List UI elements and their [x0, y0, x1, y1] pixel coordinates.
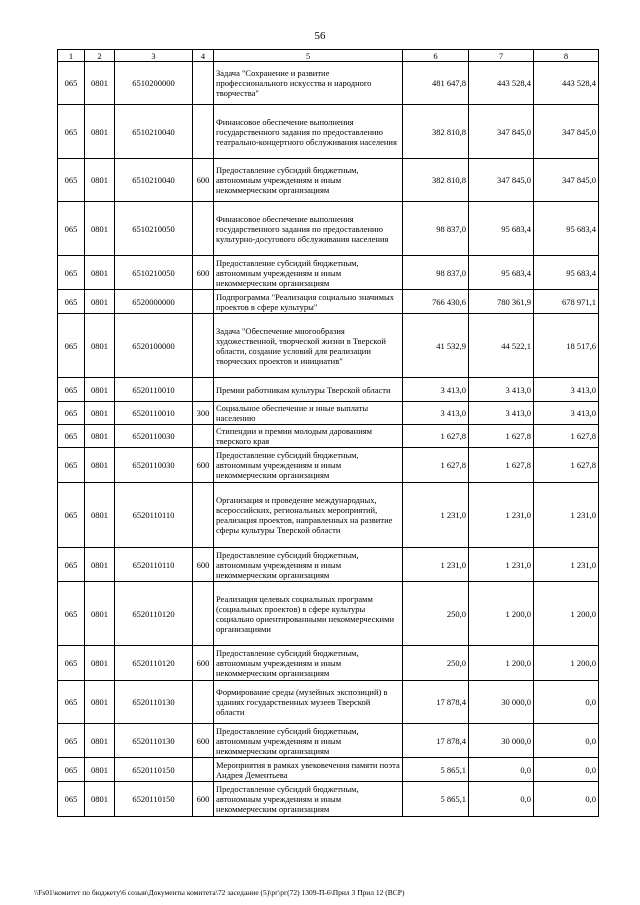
expense-type-cell [193, 105, 214, 159]
target-article-cell: 6520110150 [115, 782, 193, 817]
amount-year3-cell: 0,0 [534, 681, 599, 724]
target-article-cell: 6520110110 [115, 548, 193, 582]
amount-year2-cell: 3 413,0 [469, 402, 534, 425]
amount-year1-cell: 41 532,9 [403, 314, 469, 378]
amount-year2-cell: 1 200,0 [469, 582, 534, 646]
section-code-cell: 0801 [85, 378, 115, 402]
amount-year1-cell: 1 231,0 [403, 548, 469, 582]
amount-year3-cell: 3 413,0 [534, 378, 599, 402]
target-article-cell: 6510210050 [115, 202, 193, 256]
amount-year1-cell: 766 430,6 [403, 290, 469, 314]
amount-year3-cell: 95 683,4 [534, 202, 599, 256]
description-cell: Социальное обеспечение и иные выплаты населению [214, 402, 403, 425]
table-row [58, 290, 599, 314]
amount-year2-cell: 0,0 [469, 782, 534, 817]
description-cell: Финансовое обеспечение выполнения государственного задания по предоставлению культурно-досугового обслуживания населения [214, 202, 403, 256]
table-row [58, 582, 599, 646]
section-code-cell: 0801 [85, 202, 115, 256]
amount-year2-cell: 95 683,4 [469, 202, 534, 256]
section-code-cell: 0801 [85, 758, 115, 782]
table-row [58, 314, 599, 378]
admin-code-cell: 065 [58, 681, 85, 724]
admin-code-cell: 065 [58, 548, 85, 582]
expense-type-cell [193, 202, 214, 256]
expense-type-cell: 300 [193, 402, 214, 425]
section-code-cell: 0801 [85, 62, 115, 105]
admin-code-cell: 065 [58, 105, 85, 159]
amount-year1-cell: 250,0 [403, 582, 469, 646]
section-code-cell: 0801 [85, 425, 115, 448]
description-cell: Предоставление субсидий бюджетным, автономным учреждениям и иным некоммерческим организациям [214, 256, 403, 290]
table-body [58, 62, 599, 817]
amount-year1-cell: 17 878,4 [403, 681, 469, 724]
description-cell: Организация и проведение международных, всероссийских, региональных мероприятий, реализация проектов, направленных на развитие сферы культуры Тверской области [214, 483, 403, 548]
amount-year1-cell: 3 413,0 [403, 402, 469, 425]
column-header: 5 [214, 50, 403, 62]
expense-type-cell [193, 582, 214, 646]
amount-year3-cell: 1 231,0 [534, 548, 599, 582]
expense-type-cell: 600 [193, 782, 214, 817]
table-row [58, 202, 599, 256]
amount-year2-cell: 347 845,0 [469, 159, 534, 202]
admin-code-cell: 065 [58, 314, 85, 378]
amount-year3-cell: 3 413,0 [534, 402, 599, 425]
section-code-cell: 0801 [85, 548, 115, 582]
amount-year1-cell: 382 810,8 [403, 159, 469, 202]
table-row [58, 159, 599, 202]
amount-year1-cell: 98 837,0 [403, 256, 469, 290]
target-article-cell: 6520110120 [115, 646, 193, 681]
section-code-cell: 0801 [85, 159, 115, 202]
amount-year3-cell: 1 200,0 [534, 646, 599, 681]
table-row [58, 548, 599, 582]
table-row [58, 105, 599, 159]
expense-type-cell [193, 425, 214, 448]
table-row [58, 402, 599, 425]
description-cell: Формирование среды (музейных экспозиций) в зданиях государственных музеев Тверской области [214, 681, 403, 724]
expense-type-cell: 600 [193, 646, 214, 681]
admin-code-cell: 065 [58, 582, 85, 646]
admin-code-cell: 065 [58, 646, 85, 681]
amount-year1-cell: 5 865,1 [403, 758, 469, 782]
description-cell: Реализация целевых социальных программ (социальных проектов) в сфере культуры социально ориентированными некоммерческими организациями [214, 582, 403, 646]
amount-year1-cell: 3 413,0 [403, 378, 469, 402]
description-cell: Предоставление субсидий бюджетным, автономным учреждениям и иным некоммерческим организациям [214, 159, 403, 202]
table-row [58, 256, 599, 290]
amount-year2-cell: 1 231,0 [469, 548, 534, 582]
expense-type-cell [193, 758, 214, 782]
expense-type-cell: 600 [193, 724, 214, 758]
description-cell: Задача "Обеспечение многообразия художественной, творческой жизни в Тверской области, создание условий для реализации творческих проектов и инициатив" [214, 314, 403, 378]
section-code-cell: 0801 [85, 782, 115, 817]
section-code-cell: 0801 [85, 105, 115, 159]
table-row [58, 483, 599, 548]
column-header: 8 [534, 50, 599, 62]
expense-type-cell: 600 [193, 159, 214, 202]
admin-code-cell: 065 [58, 256, 85, 290]
amount-year1-cell: 1 627,8 [403, 448, 469, 483]
amount-year1-cell: 98 837,0 [403, 202, 469, 256]
section-code-cell: 0801 [85, 290, 115, 314]
admin-code-cell: 065 [58, 448, 85, 483]
section-code-cell: 0801 [85, 256, 115, 290]
section-code-cell: 0801 [85, 483, 115, 548]
section-code-cell: 0801 [85, 448, 115, 483]
section-code-cell: 0801 [85, 681, 115, 724]
admin-code-cell: 065 [58, 62, 85, 105]
section-code-cell: 0801 [85, 724, 115, 758]
file-path-footer: \\Fs01\комитет по бюджету\6 созыв\Документы комитета\72 заседание (5)\рг\рг(72) 1309-П-6\Прил 3 Прил 12 (ВСР) [34, 888, 405, 897]
table-row [58, 782, 599, 817]
amount-year1-cell: 1 627,8 [403, 425, 469, 448]
target-article-cell: 6520110130 [115, 681, 193, 724]
amount-year2-cell: 1 231,0 [469, 483, 534, 548]
target-article-cell: 6510210050 [115, 256, 193, 290]
expense-type-cell [193, 62, 214, 105]
expense-type-cell [193, 681, 214, 724]
target-article-cell: 6520000000 [115, 290, 193, 314]
amount-year2-cell: 3 413,0 [469, 378, 534, 402]
column-header: 3 [115, 50, 193, 62]
admin-code-cell: 065 [58, 202, 85, 256]
target-article-cell: 6510210040 [115, 105, 193, 159]
table-row [58, 681, 599, 724]
admin-code-cell: 065 [58, 159, 85, 202]
amount-year3-cell: 95 683,4 [534, 256, 599, 290]
amount-year2-cell: 1 627,8 [469, 425, 534, 448]
header-row [58, 50, 599, 62]
amount-year2-cell: 95 683,4 [469, 256, 534, 290]
amount-year2-cell: 347 845,0 [469, 105, 534, 159]
admin-code-cell: 065 [58, 378, 85, 402]
amount-year2-cell: 780 361,9 [469, 290, 534, 314]
description-cell: Предоставление субсидий бюджетным, автономным учреждениям и иным некоммерческим организациям [214, 646, 403, 681]
amount-year3-cell: 18 517,6 [534, 314, 599, 378]
amount-year1-cell: 250,0 [403, 646, 469, 681]
description-cell: Стипендии и премии молодым дарованиям тверского края [214, 425, 403, 448]
column-header: 1 [58, 50, 85, 62]
expense-type-cell [193, 483, 214, 548]
description-cell: Мероприятия в рамках увековечения памяти поэта Андрея Дементьева [214, 758, 403, 782]
amount-year1-cell: 17 878,4 [403, 724, 469, 758]
amount-year2-cell: 44 522,1 [469, 314, 534, 378]
section-code-cell: 0801 [85, 314, 115, 378]
amount-year3-cell: 443 528,4 [534, 62, 599, 105]
amount-year3-cell: 0,0 [534, 758, 599, 782]
admin-code-cell: 065 [58, 724, 85, 758]
section-code-cell: 0801 [85, 646, 115, 681]
table-row [58, 448, 599, 483]
amount-year3-cell: 0,0 [534, 724, 599, 758]
expense-type-cell [193, 314, 214, 378]
amount-year2-cell: 443 528,4 [469, 62, 534, 105]
target-article-cell: 6520110120 [115, 582, 193, 646]
table-row [58, 724, 599, 758]
target-article-cell: 6520110010 [115, 402, 193, 425]
amount-year3-cell: 1 231,0 [534, 483, 599, 548]
description-cell: Финансовое обеспечение выполнения государственного задания по предоставлению театрально-концертного обслуживания населения [214, 105, 403, 159]
column-header: 2 [85, 50, 115, 62]
target-article-cell: 6520110010 [115, 378, 193, 402]
expense-type-cell: 600 [193, 448, 214, 483]
description-cell: Предоставление субсидий бюджетным, автономным учреждениям и иным некоммерческим организациям [214, 782, 403, 817]
page-number: 56 [314, 30, 326, 42]
amount-year2-cell: 30 000,0 [469, 681, 534, 724]
expense-type-cell: 600 [193, 256, 214, 290]
amount-year2-cell: 0,0 [469, 758, 534, 782]
admin-code-cell: 065 [58, 483, 85, 548]
description-cell: Премии работникам культуры Тверской области [214, 378, 403, 402]
admin-code-cell: 065 [58, 290, 85, 314]
section-code-cell: 0801 [85, 582, 115, 646]
admin-code-cell: 065 [58, 402, 85, 425]
admin-code-cell: 065 [58, 425, 85, 448]
description-cell: Предоставление субсидий бюджетным, автономным учреждениям и иным некоммерческим организациям [214, 724, 403, 758]
admin-code-cell: 065 [58, 758, 85, 782]
table-row [58, 758, 599, 782]
column-header: 6 [403, 50, 469, 62]
target-article-cell: 6520100000 [115, 314, 193, 378]
target-article-cell: 6520110150 [115, 758, 193, 782]
expense-type-cell [193, 290, 214, 314]
amount-year3-cell: 347 845,0 [534, 159, 599, 202]
table-row [58, 378, 599, 402]
target-article-cell: 6520110110 [115, 483, 193, 548]
target-article-cell: 6520110030 [115, 448, 193, 483]
amount-year3-cell: 678 971,1 [534, 290, 599, 314]
expense-type-cell: 600 [193, 548, 214, 582]
amount-year2-cell: 1 627,8 [469, 448, 534, 483]
target-article-cell: 6520110130 [115, 724, 193, 758]
amount-year1-cell: 5 865,1 [403, 782, 469, 817]
amount-year2-cell: 1 200,0 [469, 646, 534, 681]
amount-year3-cell: 1 627,8 [534, 425, 599, 448]
expense-type-cell [193, 378, 214, 402]
column-header: 7 [469, 50, 534, 62]
table-row [58, 646, 599, 681]
amount-year3-cell: 1 627,8 [534, 448, 599, 483]
amount-year1-cell: 481 647,8 [403, 62, 469, 105]
description-cell: Задача "Сохранение и развитие профессионального искусства и народного творчества" [214, 62, 403, 105]
amount-year3-cell: 347 845,0 [534, 105, 599, 159]
amount-year1-cell: 1 231,0 [403, 483, 469, 548]
column-header: 4 [193, 50, 214, 62]
target-article-cell: 6510200000 [115, 62, 193, 105]
description-cell: Предоставление субсидий бюджетным, автономным учреждениям и иным некоммерческим организациям [214, 448, 403, 483]
budget-table [57, 49, 599, 817]
section-code-cell: 0801 [85, 402, 115, 425]
table-row [58, 425, 599, 448]
amount-year2-cell: 30 000,0 [469, 724, 534, 758]
amount-year3-cell: 1 200,0 [534, 582, 599, 646]
amount-year3-cell: 0,0 [534, 782, 599, 817]
amount-year1-cell: 382 810,8 [403, 105, 469, 159]
description-cell: Подпрограмма "Реализация социально значимых проектов в сфере культуры" [214, 290, 403, 314]
target-article-cell: 6510210040 [115, 159, 193, 202]
description-cell: Предоставление субсидий бюджетным, автономным учреждениям и иным некоммерческим организациям [214, 548, 403, 582]
target-article-cell: 6520110030 [115, 425, 193, 448]
table-row [58, 62, 599, 105]
admin-code-cell: 065 [58, 782, 85, 817]
